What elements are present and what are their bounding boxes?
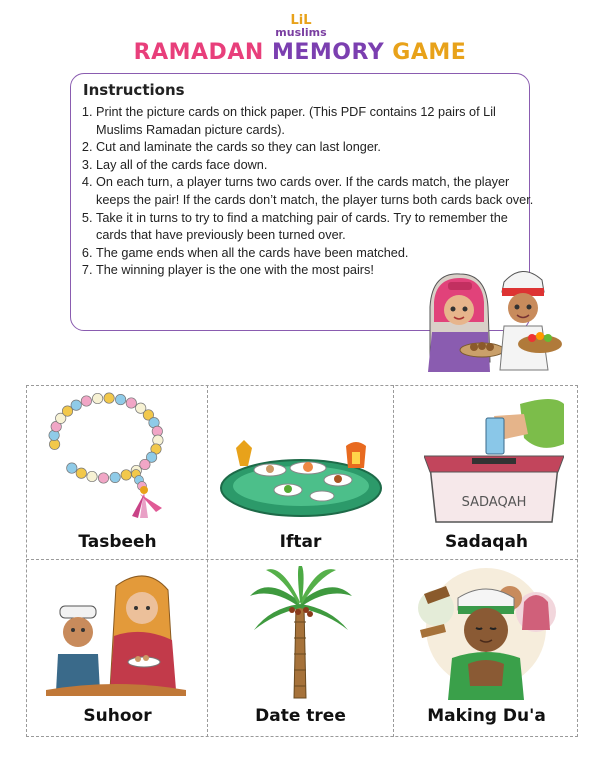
tasbeeh-bead bbox=[67, 463, 77, 473]
card-label-sadaqah: Sadaqah bbox=[444, 532, 529, 552]
tasbeeh-bead bbox=[104, 393, 114, 403]
tasbeeh-bead bbox=[110, 472, 120, 482]
grid-divider-h bbox=[26, 559, 578, 560]
kids-with-food-icon bbox=[422, 262, 564, 374]
tasbeeh-beads-icon bbox=[44, 390, 184, 522]
card-label-making-dua: Making Du'a bbox=[427, 706, 546, 726]
date-palm-icon bbox=[248, 566, 354, 700]
suhoor-family-icon bbox=[46, 566, 186, 696]
title-word-2: MEMORY bbox=[271, 40, 385, 65]
instruction-step-7: 7. The winning player is the one with the most pairs! bbox=[96, 262, 536, 280]
tasbeeh-bead bbox=[92, 393, 102, 403]
instruction-step-2: 2. Cut and laminate the cards so they can last longer. bbox=[96, 139, 536, 157]
instruction-step-6: 6. The game ends when all the cards have been matched. bbox=[96, 245, 536, 263]
sadaqah-box-icon bbox=[424, 394, 564, 524]
page-title bbox=[0, 40, 600, 65]
tasbeeh-bead bbox=[71, 400, 81, 410]
instructions-heading: Instructions bbox=[83, 81, 185, 99]
card-label-suhoor: Suhoor bbox=[83, 706, 152, 726]
tasbeeh-bead bbox=[76, 468, 86, 478]
instruction-step-4: 4. On each turn, a player turns two cards over. If the cards match, the player keeps the pair! If the cards don’t match, the player turns both cards back over. bbox=[96, 174, 536, 209]
tasbeeh-bead bbox=[87, 471, 97, 481]
tasbeeh-bead bbox=[98, 473, 108, 483]
tasbeeh-bead bbox=[121, 470, 131, 480]
title-word-1: RAMADAN bbox=[133, 40, 264, 65]
title-word-3: GAME bbox=[392, 40, 467, 65]
tasbeeh-bead bbox=[81, 396, 91, 406]
sadaqah-box-label: SADAQAH bbox=[461, 495, 527, 510]
card-label-iftar: Iftar bbox=[279, 532, 322, 552]
card-label-tasbeeh: Tasbeeh bbox=[78, 532, 157, 552]
making-dua-icon bbox=[406, 568, 566, 700]
tasbeeh-bead bbox=[126, 398, 136, 408]
grid-divider-v1 bbox=[207, 385, 208, 737]
logo-line2: muslims bbox=[275, 26, 327, 39]
instruction-step-1: 1. Print the picture cards on thick paper. (This PDF contains 12 pairs of Lil Muslims Ramadan picture cards). bbox=[96, 104, 536, 139]
tasbeeh-bead bbox=[115, 394, 125, 404]
card-label-date-tree: Date tree bbox=[255, 706, 346, 726]
grid-divider-v2 bbox=[393, 385, 394, 737]
instruction-step-5: 5. Take it in turns to try to find a matching pair of cards. Try to remember the cards that have previously been turned over. bbox=[96, 210, 536, 245]
logo-line1: LiL bbox=[290, 13, 312, 28]
instruction-step-3: 3. Lay all of the cards face down. bbox=[96, 157, 536, 175]
instructions-list bbox=[80, 104, 536, 280]
iftar-table-icon bbox=[218, 440, 384, 520]
